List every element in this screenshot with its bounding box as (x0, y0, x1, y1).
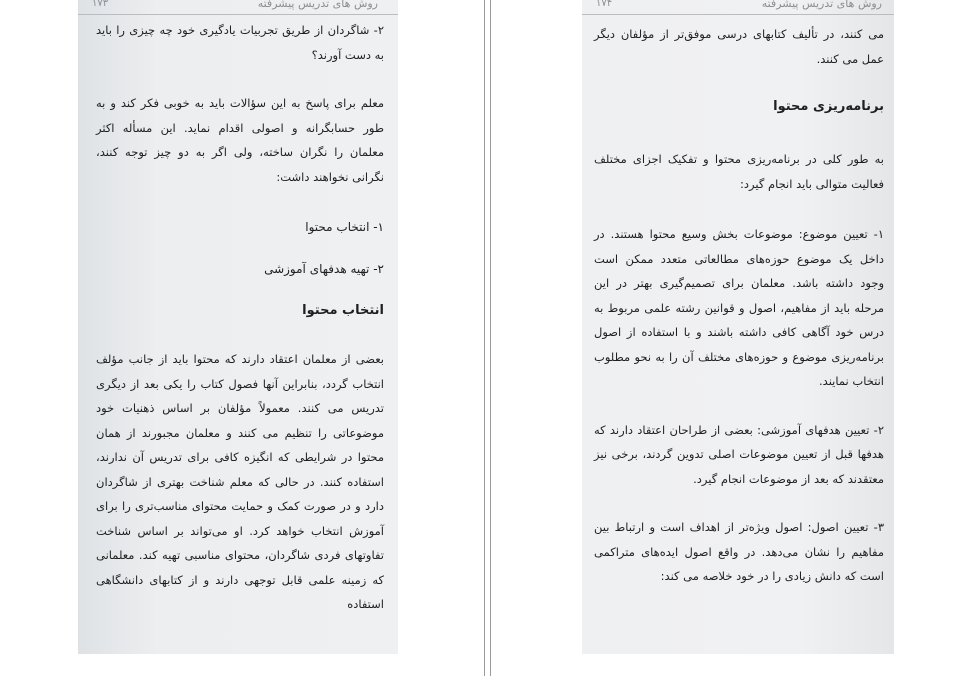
right-section-heading: برنامه‌ریزی محتوا (773, 99, 884, 114)
left-question: ۲- شاگردان از طریق تجربیات یادگیری خود چه چیزی را باید به دست آورند؟ (96, 23, 384, 62)
left-page (78, 0, 398, 654)
right-page-header (582, 0, 894, 15)
right-running-title: روش های تدریس پیشرفته (761, 0, 882, 10)
right-page-number: ۱۷۴ (596, 0, 613, 9)
book-spine-divider (484, 0, 491, 676)
right-intro-paragraph: به طور کلی در برنامه‌ریزی محتوا و تفکیک اجزای مختلف فعالیت متوالی باید انجام گیرد: (594, 152, 884, 191)
right-page (582, 0, 894, 654)
left-running-title: روش های تدریس پیشرفته (257, 0, 378, 10)
left-page-number: ۱۷۳ (92, 0, 109, 9)
left-section-heading: انتخاب محتوا (302, 303, 384, 318)
left-body-paragraph: بعضی از معلمان اعتقاد دارند که محتوا باید از جانب مؤلف انتخاب گردد، بنابراین آنها فصول کتاب را یکی بعد از دیگری تدریس می کنند. معمولاً مؤلفان بر اساس ذهنیات خود موضوعاتی را تنظیم می کنند و معلمان مجبورند از همان محتوا در شرایطی که انگیزه کافی برای تدریس آن ندارند، استفاده کنند. در حالی که معلم شناخت بهتری از شاگردان دارد و در صورت کمک و حمایت محتوای مناسب‌تری را برای آموزش انتخاب خواهد کرد. او می‌تواند بر اساس شناخت تفاوتهای فردی شاگردان، محتوای مناسبی تهیه کند. معلمانی که زمینه علمی قابل توجهی دارند و از کتابهای دانشگاهی استفاده (96, 352, 384, 611)
point-determine-principles: ۳- تعیین اصول: اصول ویژه‌تر از اهداف است و ارتباط بین مفاهیم را نشان می‌دهد. در واقع اصول ایده‌های متراکمی است که دانش زیادی را در خود خلاصه می کند: (594, 520, 884, 583)
list-item-prepare-objectives: ۲- تهیه هدفهای آموزشی (264, 262, 384, 276)
right-continuation-paragraph: می کنند، در تألیف کتابهای درسی موفق‌تر از مؤلفان دیگر عمل می کنند. (594, 27, 884, 66)
left-intro-paragraph: معلم برای پاسخ به این سؤالات باید به خوبی فکر کند و به طور حسابگرانه و اصولی اقدام نماید. این مسأله اکثر معلمان را نگران ساخته، ولی اگر به دو چیز توجه کنند، نگرانی نخواهند داشت: (96, 96, 384, 184)
point-determine-topic: ۱- تعیین موضوع: موضوعات بخش وسیع محتوا هستند. در داخل یک موضوع حوزه‌های مطالعاتی متعدد ممکن است وجود داشته باشد. معلمان برای تصمیم‌گیری بهتر در این مرحله باید از مفاهیم، اصول و قوانین رشته علمی مربوط به درس خود آگاهی کافی داشته باشند و با استفاده از اصول برنامه‌ریزی موضوع و حوزه‌های مختلف آن را به نحو مطلوب انتخاب نمایند. (594, 227, 884, 388)
point-determine-objectives: ۲- تعیین هدفهای آموزشی: بعضی از طراحان اعتقاد دارند که هدفها قبل از تعیین موضوعات اصلی تدوین گردند، برخی نیز معتقدند که بعد از موضوعات انجام گیرد. (594, 422, 884, 486)
left-page-header (78, 0, 398, 15)
list-item-select-content: ۱- انتخاب محتوا (305, 220, 384, 234)
